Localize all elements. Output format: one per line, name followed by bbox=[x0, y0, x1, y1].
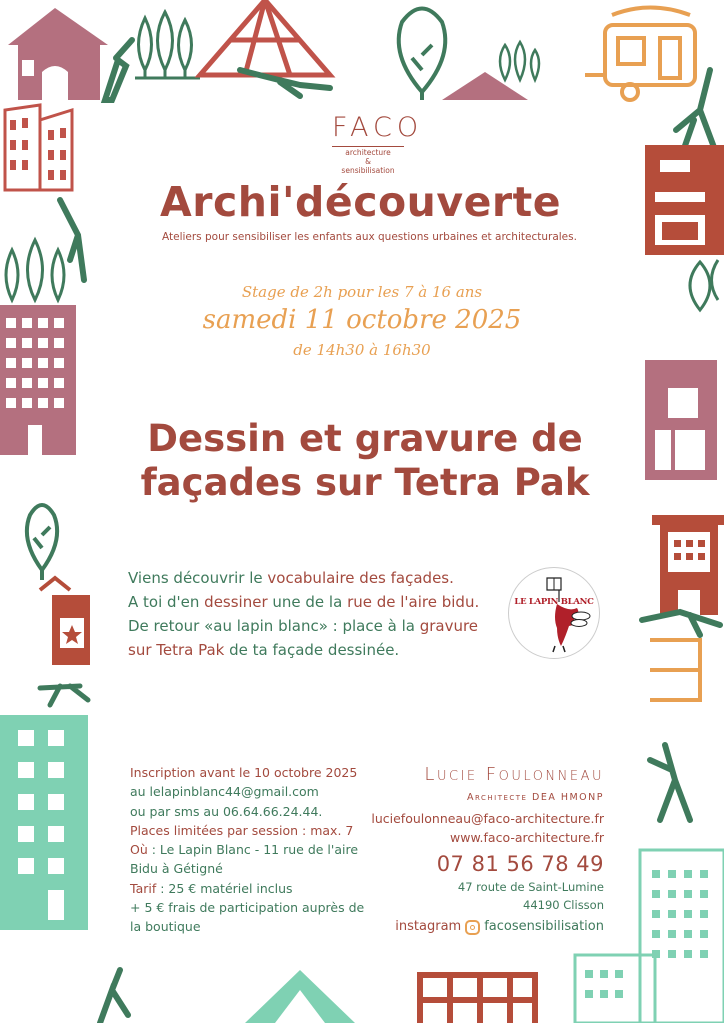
description bbox=[128, 566, 508, 662]
stairs-icon bbox=[650, 640, 700, 700]
contact-title: Architecte DEA HMONP bbox=[466, 792, 604, 803]
info-line-5 bbox=[130, 840, 370, 859]
instagram-link[interactable] bbox=[360, 916, 604, 938]
bottom-brick-icon bbox=[420, 975, 535, 1023]
info-line-7 bbox=[130, 879, 370, 898]
event-hours: de 14h30 à 16h30 bbox=[293, 341, 431, 359]
tower-icon bbox=[5, 105, 72, 190]
tagline: Ateliers pour sensibiliser les enfants aux questions urbaines et architecturales. bbox=[162, 231, 577, 243]
right-lying-figure-icon bbox=[642, 612, 720, 635]
desc-highlight: rue de l'aire bidu. bbox=[347, 593, 480, 611]
instagram-handle: facosensibilisation bbox=[484, 919, 604, 934]
bottom-figure-icon bbox=[100, 970, 128, 1023]
partner-name: LE LAPIN BLANC bbox=[514, 597, 594, 607]
contact-block bbox=[360, 764, 604, 938]
desc-highlight: gravure bbox=[419, 617, 479, 635]
workshop-line-2: façades sur Tetra Pak bbox=[140, 461, 590, 504]
info-value: : 25 € matériel inclus bbox=[156, 880, 293, 896]
mint-building-icon bbox=[0, 715, 88, 930]
desc-line-2 bbox=[128, 590, 508, 614]
info-line-1: Inscription avant le 10 octobre 2025 bbox=[130, 765, 358, 780]
contact-email[interactable]: luciefoulonneau@faco-architecture.fr bbox=[371, 811, 604, 826]
desc-highlight: sur Tetra Pak bbox=[128, 641, 225, 659]
info-line-8: + 5 € frais de participation auprès de bbox=[130, 900, 365, 916]
tent-icon bbox=[200, 0, 330, 75]
info-label: Tarif bbox=[130, 880, 157, 896]
page-title: Archi'découverte bbox=[160, 178, 562, 226]
contact-name: Lucie Foulonneau bbox=[424, 764, 604, 785]
info-block bbox=[130, 763, 370, 937]
instagram-icon bbox=[465, 920, 480, 935]
rabbit-icon bbox=[509, 568, 599, 658]
desc-line-3 bbox=[128, 614, 508, 638]
lapin-blanc-logo bbox=[508, 567, 600, 659]
hut-icon bbox=[8, 8, 108, 100]
left-hanging-figure-icon bbox=[40, 686, 88, 705]
figure-icon bbox=[105, 40, 132, 100]
desc-highlight: dessiner bbox=[204, 593, 268, 611]
desc-text: De retour «au lapin blanc» : place à la bbox=[128, 617, 420, 635]
desc-line-4 bbox=[128, 638, 508, 662]
faco-logo: FACO bbox=[332, 112, 424, 143]
desc-text: de ta façade dessinée. bbox=[224, 641, 400, 659]
desc-text: A toi d'en bbox=[128, 593, 205, 611]
workshop-title bbox=[110, 417, 620, 505]
right-standing-figure-icon bbox=[650, 745, 690, 820]
logo-line-2: & bbox=[365, 157, 371, 166]
contact-phone: 07 81 56 78 49 bbox=[436, 852, 604, 876]
faco-logo-subtitle bbox=[332, 146, 404, 175]
star-house-icon bbox=[40, 578, 90, 665]
caravan-icon bbox=[585, 8, 695, 101]
desc-line-1 bbox=[128, 566, 508, 590]
info-line-9: la boutique bbox=[130, 919, 201, 935]
info-label: Où bbox=[130, 842, 148, 858]
roof-icon bbox=[442, 72, 528, 100]
logo-line-1: architecture bbox=[345, 148, 391, 157]
workshop-line-1: Dessin et gravure de bbox=[147, 417, 583, 460]
info-line-4: Places limitées par session : max. 7 bbox=[130, 822, 354, 838]
tree-icon bbox=[399, 9, 446, 101]
contact-website[interactable]: www.faco-architecture.fr bbox=[450, 830, 604, 845]
trees-icon bbox=[135, 12, 200, 78]
desc-text: une de la bbox=[267, 593, 348, 611]
right-house-icon bbox=[652, 515, 724, 615]
left-tree-small-icon bbox=[27, 505, 57, 580]
event-date: samedi 11 octobre 2025 bbox=[202, 305, 522, 335]
right-pink-building-icon bbox=[645, 360, 717, 480]
contact-address-1: 47 route de Saint-Lumine bbox=[457, 880, 604, 894]
desc-text: Viens découvrir le bbox=[128, 569, 268, 587]
stage-info: Stage de 2h pour les 7 à 16 ans bbox=[241, 283, 483, 301]
brick-building-icon bbox=[645, 145, 724, 255]
logo-line-3: sensibilisation bbox=[341, 166, 395, 175]
trees-small-icon bbox=[500, 42, 539, 80]
info-line-3: ou par sms au 06.64.66.24.44. bbox=[130, 803, 323, 819]
instagram-label: instagram bbox=[395, 919, 462, 934]
desc-highlight: vocabulaire des façades. bbox=[267, 569, 454, 587]
contact-address-2: 44190 Clisson bbox=[523, 898, 604, 912]
info-value: : Le Lapin Blanc - 11 rue de l'aire bbox=[147, 842, 359, 858]
info-line-6: Bidu à Gétigné bbox=[130, 861, 223, 877]
info-line-2: au lelapinblanc44@gmail.com bbox=[130, 784, 319, 800]
